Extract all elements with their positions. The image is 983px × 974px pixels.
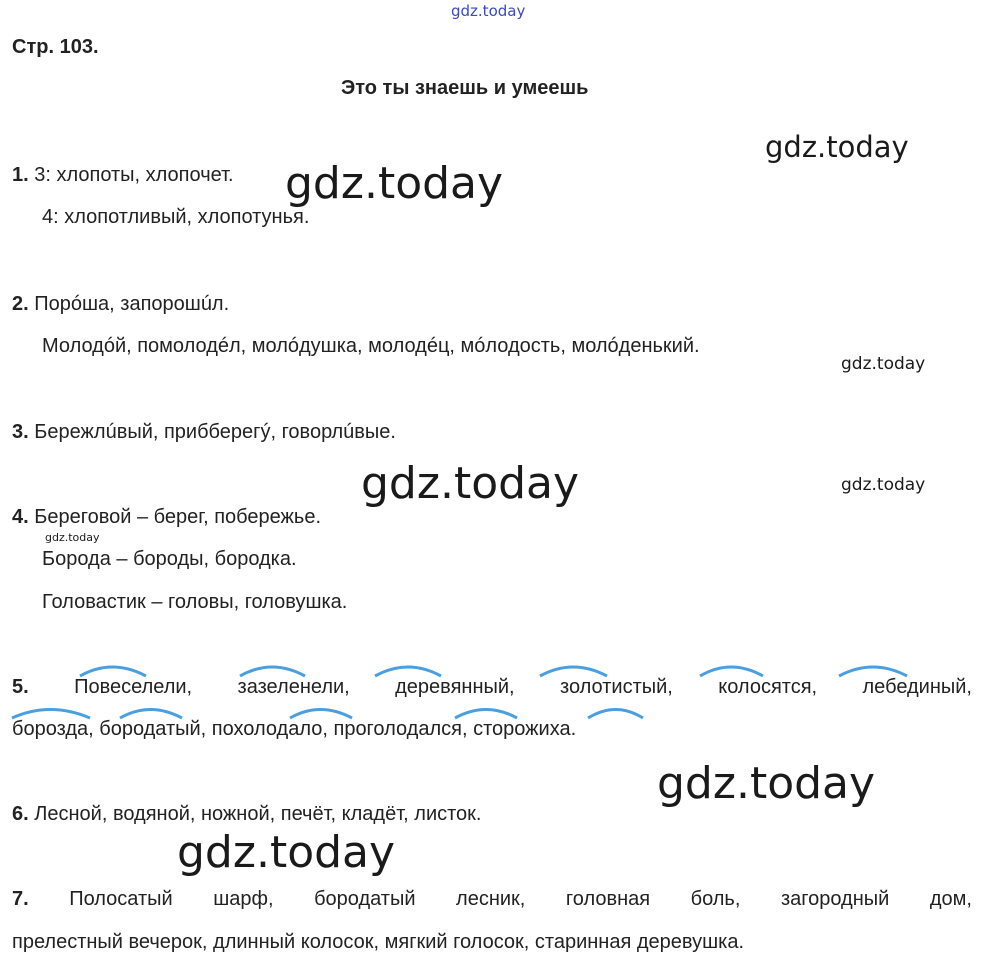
- task-text: Лесной, водяной, ножной, печёт, кладёт, листок.: [34, 803, 482, 825]
- task-7-line-2: прелестный вечерок, длинный колосок, мягкий голосок, старинная деревушка.: [12, 931, 745, 953]
- watermark: gdz.today: [657, 758, 876, 809]
- word: шарф,: [213, 888, 274, 910]
- watermark: gdz.today: [177, 827, 396, 878]
- task-text: Бережлúвый, прибберегý, говорлúвые.: [34, 421, 396, 443]
- page-label: Стр. 103.: [12, 36, 99, 58]
- word: Полосатый: [69, 888, 173, 910]
- task-1-line-2: 4: хлопотливый, хлопотунья.: [42, 206, 310, 228]
- word: деревянный,: [395, 676, 515, 698]
- word: зазеленели,: [237, 676, 350, 698]
- task-number: 3.: [12, 421, 29, 443]
- root-arc: [588, 710, 643, 719]
- task-number: 7.: [12, 888, 29, 910]
- task-number: 5.: [12, 676, 29, 698]
- task-4-line-3: Головастик – головы, головушка.: [42, 591, 348, 613]
- task-7-line-1: [12, 887, 972, 911]
- word: боль,: [690, 888, 741, 910]
- task-2-line-2: Молодóй, помолодéл, молóдушка, молодéц, мóлодость, молóденький.: [42, 335, 700, 357]
- word: золотистый,: [560, 676, 673, 698]
- task-1-line-1: [12, 163, 234, 187]
- task-6: [12, 802, 481, 826]
- task-text: Береговой – берег, побережье.: [34, 506, 322, 528]
- word: лебединый,: [862, 676, 972, 698]
- word: бородатый: [314, 888, 416, 910]
- task-text: Порóша, запорошúл.: [34, 293, 230, 315]
- section-heading: Это ты знаешь и умеешь: [341, 77, 589, 99]
- task-number: 4.: [12, 506, 29, 528]
- word: Повеселели,: [74, 676, 193, 698]
- watermark: gdz.today: [361, 458, 580, 509]
- task-3: [12, 420, 396, 444]
- task-5-line-2: борозда, бородатый, похолодало, проголодался, сторожиха.: [12, 718, 577, 740]
- task-4-line-2: Борода – бороды, бородка.: [42, 548, 297, 570]
- word: лесник,: [456, 888, 526, 910]
- watermark: gdz.today: [285, 158, 504, 209]
- word: головная: [565, 888, 651, 910]
- task-number: 2.: [12, 293, 29, 315]
- watermark: gdz.today: [45, 531, 100, 544]
- task-text: 3: хлопоты, хлопочет.: [34, 164, 234, 186]
- watermark: gdz.today: [841, 354, 926, 374]
- word: колосятся,: [718, 676, 818, 698]
- word: загородный: [780, 888, 890, 910]
- watermark: gdz.today: [765, 130, 909, 164]
- word: дом,: [929, 888, 972, 910]
- watermark-top: gdz.today: [451, 2, 526, 20]
- task-4-line-1: [12, 505, 321, 529]
- task-2-line-1: [12, 292, 229, 316]
- watermark: gdz.today: [841, 475, 926, 495]
- task-number: 6.: [12, 803, 29, 825]
- task-number: 1.: [12, 164, 29, 186]
- task-5-line-1: [12, 675, 972, 699]
